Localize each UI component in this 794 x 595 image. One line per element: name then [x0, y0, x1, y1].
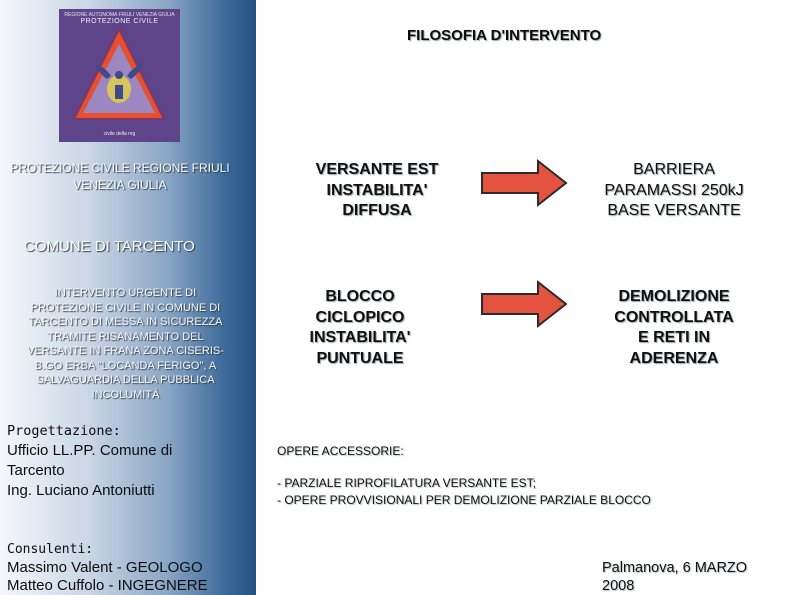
- solution-box-1: [586, 160, 762, 222]
- organization-name: PROTEZIONE CIVILE REGIONE FRIULI VENEZIA GIULIA: [10, 161, 230, 192]
- consultants-label: Consulenti:: [7, 542, 94, 557]
- problem-1-line: DIFFUSA: [342, 202, 412, 219]
- sidebar: [0, 0, 256, 595]
- solution-2-line: DEMOLIZIONE: [618, 288, 730, 305]
- logo-top-text: REGIONE AUTONOMA FRIULI VENEZIA GIULIA: [64, 12, 175, 18]
- page-title: FILOSOFIA D'INTERVENTO: [407, 27, 602, 44]
- solution-2-line: CONTROLLATA: [614, 308, 734, 326]
- place-date-line: Palmanova, 6 MARZO: [602, 560, 748, 576]
- accessory-works-label: OPERE ACCESSORIE:: [277, 444, 404, 458]
- protezione-civile-logo: [59, 9, 180, 142]
- solution-1-line: BASE VERSANTE: [607, 202, 741, 219]
- problem-2-line: CICLOPICO: [315, 308, 405, 326]
- municipality-name: COMUNE DI TARCENTO: [24, 238, 195, 255]
- problem-1-line: VERSANTE EST: [315, 161, 439, 178]
- consultants-credits: [7, 541, 252, 595]
- problem-box-2: [290, 287, 430, 369]
- right-arrow-icon: [480, 279, 568, 329]
- problem-box-1: [298, 160, 456, 222]
- problem-1-line: INSTABILITA': [326, 181, 428, 199]
- accessory-works-list: [277, 475, 651, 509]
- accessory-work-item: - PARZIALE RIPROFILATURA VERSANTE EST;: [277, 476, 536, 490]
- solution-box-2: [594, 287, 754, 369]
- logo-bottom-text: civile della reg: [103, 131, 136, 137]
- accessory-work-item: - OPERE PROVVISIONALI PER DEMOLIZIONE PARZIALE BLOCCO: [277, 493, 651, 507]
- design-town: Tarcento: [7, 462, 65, 479]
- solution-2-line: E RETI IN: [637, 329, 710, 346]
- consultant-geologist: Massimo Valent - GEOLOGO: [7, 559, 203, 576]
- logo-mid-text: PROTEZIONE CIVILE: [80, 18, 159, 25]
- solution-1-line: PARAMASSI 250kJ: [604, 181, 744, 199]
- design-engineer: Ing. Luciano Antoniutti: [7, 482, 155, 499]
- right-arrow-icon: [480, 158, 568, 208]
- design-label: Progettazione:: [7, 423, 121, 439]
- design-credits: [7, 421, 247, 501]
- design-office: Ufficio LL.PP. Comune di: [7, 442, 173, 459]
- problem-2-line: PUNTUALE: [316, 349, 404, 367]
- consultant-engineer: Matteo Cuffolo - INGEGNERE: [7, 577, 208, 594]
- logo-graphic: [59, 9, 180, 142]
- problem-2-line: BLOCCO: [325, 288, 395, 305]
- solution-2-line: ADERENZA: [629, 349, 719, 367]
- problem-2-line: INSTABILITA': [309, 329, 411, 346]
- place-date: [602, 559, 747, 595]
- intervention-description: INTERVENTO URGENTE DI PROTEZIONE CIVILE IN COMUNE DI TARCENTO DI MESSA IN SICUREZZA TRAMITE RISANAMENTO DEL VERSANTE IN FRANA ZONA CISERIS-B.GO ERBA "LOCANDA FERIGO", A SALVAGUARDIA DELLA PUBBLICA INCOLUMITÀ: [27, 287, 224, 401]
- place-date-line: 2008: [602, 578, 635, 594]
- solution-1-line: BARRIERA: [633, 161, 715, 178]
